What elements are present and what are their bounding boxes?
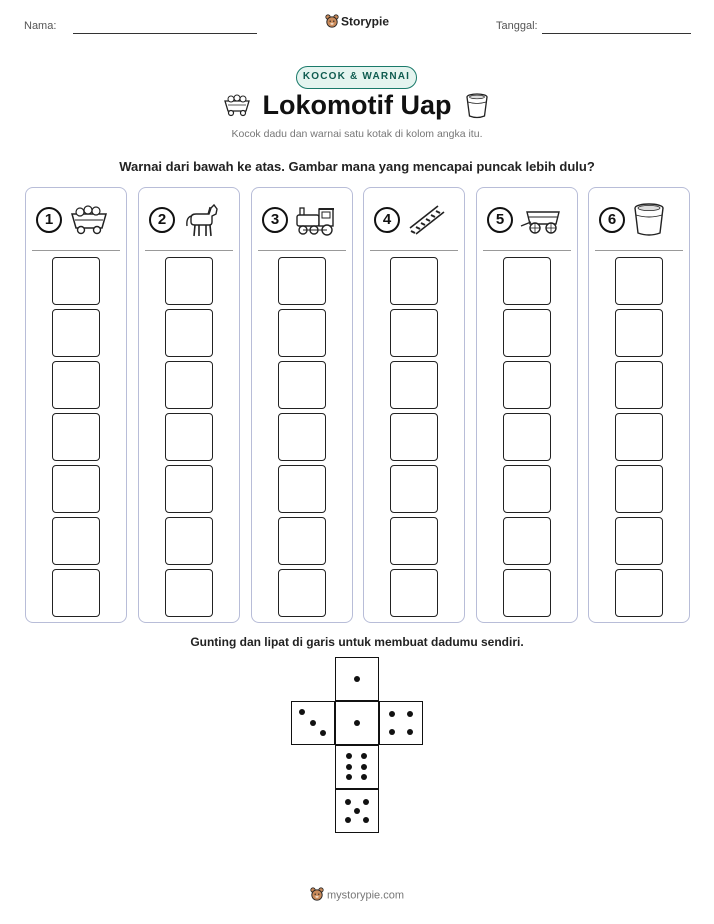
railroad-track-icon xyxy=(406,202,448,243)
dice-pip xyxy=(345,799,351,805)
column-3 xyxy=(251,187,353,623)
color-box[interactable] xyxy=(165,413,213,461)
color-box[interactable] xyxy=(165,465,213,513)
color-box[interactable] xyxy=(615,361,663,409)
color-box[interactable] xyxy=(278,465,326,513)
color-box[interactable] xyxy=(503,361,551,409)
bear-icon xyxy=(325,14,339,31)
dice-pip xyxy=(320,730,326,736)
dice-pip xyxy=(346,753,352,759)
color-box[interactable] xyxy=(390,465,438,513)
column-divider xyxy=(32,250,120,251)
color-box[interactable] xyxy=(503,465,551,513)
horse-icon xyxy=(181,202,223,245)
color-box[interactable] xyxy=(52,257,100,305)
column-2 xyxy=(138,187,240,623)
color-box[interactable] xyxy=(165,309,213,357)
dice-pip xyxy=(346,764,352,770)
page-title: Lokomotif Uap xyxy=(262,90,452,120)
color-box[interactable] xyxy=(615,309,663,357)
column-number: 6 xyxy=(599,207,625,233)
steam-locomotive-icon xyxy=(294,202,338,243)
dice-pip xyxy=(363,799,369,805)
color-box[interactable] xyxy=(503,309,551,357)
name-label: Nama: xyxy=(24,20,57,32)
column-divider xyxy=(258,250,346,251)
dice-pip xyxy=(407,711,413,717)
dice-pip xyxy=(354,676,360,682)
name-line xyxy=(73,33,257,34)
color-box[interactable] xyxy=(390,361,438,409)
column-number: 1 xyxy=(36,207,62,233)
column-number: 5 xyxy=(487,207,513,233)
dice-pip xyxy=(361,753,367,759)
bucket-icon xyxy=(631,202,667,243)
dice-face xyxy=(335,701,379,745)
brand-name: Storypie xyxy=(340,14,389,29)
column-number: 4 xyxy=(374,207,400,233)
dice-face xyxy=(335,789,379,833)
color-box[interactable] xyxy=(165,361,213,409)
color-box[interactable] xyxy=(503,257,551,305)
dice-pip xyxy=(363,817,369,823)
dice-pip xyxy=(299,709,305,715)
dice-pip xyxy=(346,774,352,780)
color-box[interactable] xyxy=(52,465,100,513)
dice-pip xyxy=(345,817,351,823)
color-box[interactable] xyxy=(52,361,100,409)
color-box[interactable] xyxy=(52,413,100,461)
date-label: Tanggal: xyxy=(496,20,538,32)
color-box[interactable] xyxy=(390,257,438,305)
color-box[interactable] xyxy=(390,309,438,357)
dice-face xyxy=(379,701,423,745)
color-box[interactable] xyxy=(615,413,663,461)
column-5 xyxy=(476,187,578,623)
dice-pip xyxy=(361,764,367,770)
dice-pip xyxy=(389,729,395,735)
page-subtitle: Kocok dadu dan warnai satu kotak di kolom angka itu. xyxy=(231,128,483,140)
color-box[interactable] xyxy=(390,569,438,617)
color-box[interactable] xyxy=(390,413,438,461)
color-box[interactable] xyxy=(52,309,100,357)
bucket-icon xyxy=(465,92,489,125)
color-box[interactable] xyxy=(390,517,438,565)
bear-icon xyxy=(310,887,324,904)
color-box[interactable] xyxy=(278,257,326,305)
color-box[interactable] xyxy=(615,517,663,565)
brand-logo xyxy=(0,14,714,31)
color-box[interactable] xyxy=(615,465,663,513)
instruction-text: Warnai dari bawah ke atas. Gambar mana yang mencapai puncak lebih dulu? xyxy=(119,159,595,174)
color-box[interactable] xyxy=(52,569,100,617)
column-divider xyxy=(483,250,571,251)
footer xyxy=(0,887,714,904)
date-line xyxy=(542,33,691,34)
column-divider xyxy=(595,250,683,251)
color-box[interactable] xyxy=(278,361,326,409)
column-number: 2 xyxy=(149,207,175,233)
column-number: 3 xyxy=(262,207,288,233)
dice-pip xyxy=(407,729,413,735)
column-6 xyxy=(588,187,690,623)
color-box[interactable] xyxy=(165,517,213,565)
dice-pip xyxy=(389,711,395,717)
column-1 xyxy=(25,187,127,623)
color-box[interactable] xyxy=(278,517,326,565)
dice-pip xyxy=(310,720,316,726)
wagon-icon xyxy=(519,202,563,243)
color-box[interactable] xyxy=(52,517,100,565)
column-divider xyxy=(370,250,458,251)
coal-cart-icon xyxy=(68,202,110,241)
activity-badge: KOCOK & WARNAI xyxy=(296,66,417,89)
dice-pip xyxy=(361,774,367,780)
dice-face xyxy=(335,745,379,789)
dice-pip xyxy=(354,808,360,814)
footer-url: mystorypie.com xyxy=(326,889,405,902)
column-divider xyxy=(145,250,233,251)
color-box[interactable] xyxy=(165,257,213,305)
color-box[interactable] xyxy=(278,413,326,461)
dice-pip xyxy=(354,720,360,726)
dice-face xyxy=(291,701,335,745)
color-box[interactable] xyxy=(615,569,663,617)
color-box[interactable] xyxy=(278,569,326,617)
color-box[interactable] xyxy=(503,517,551,565)
color-box[interactable] xyxy=(503,569,551,617)
column-4 xyxy=(363,187,465,623)
dice-face xyxy=(335,657,379,701)
color-box[interactable] xyxy=(165,569,213,617)
color-box[interactable] xyxy=(278,309,326,357)
cut-instruction: Gunting dan lipat di garis untuk membuat dadumu sendiri. xyxy=(190,635,524,649)
color-box[interactable] xyxy=(615,257,663,305)
color-box[interactable] xyxy=(503,413,551,461)
